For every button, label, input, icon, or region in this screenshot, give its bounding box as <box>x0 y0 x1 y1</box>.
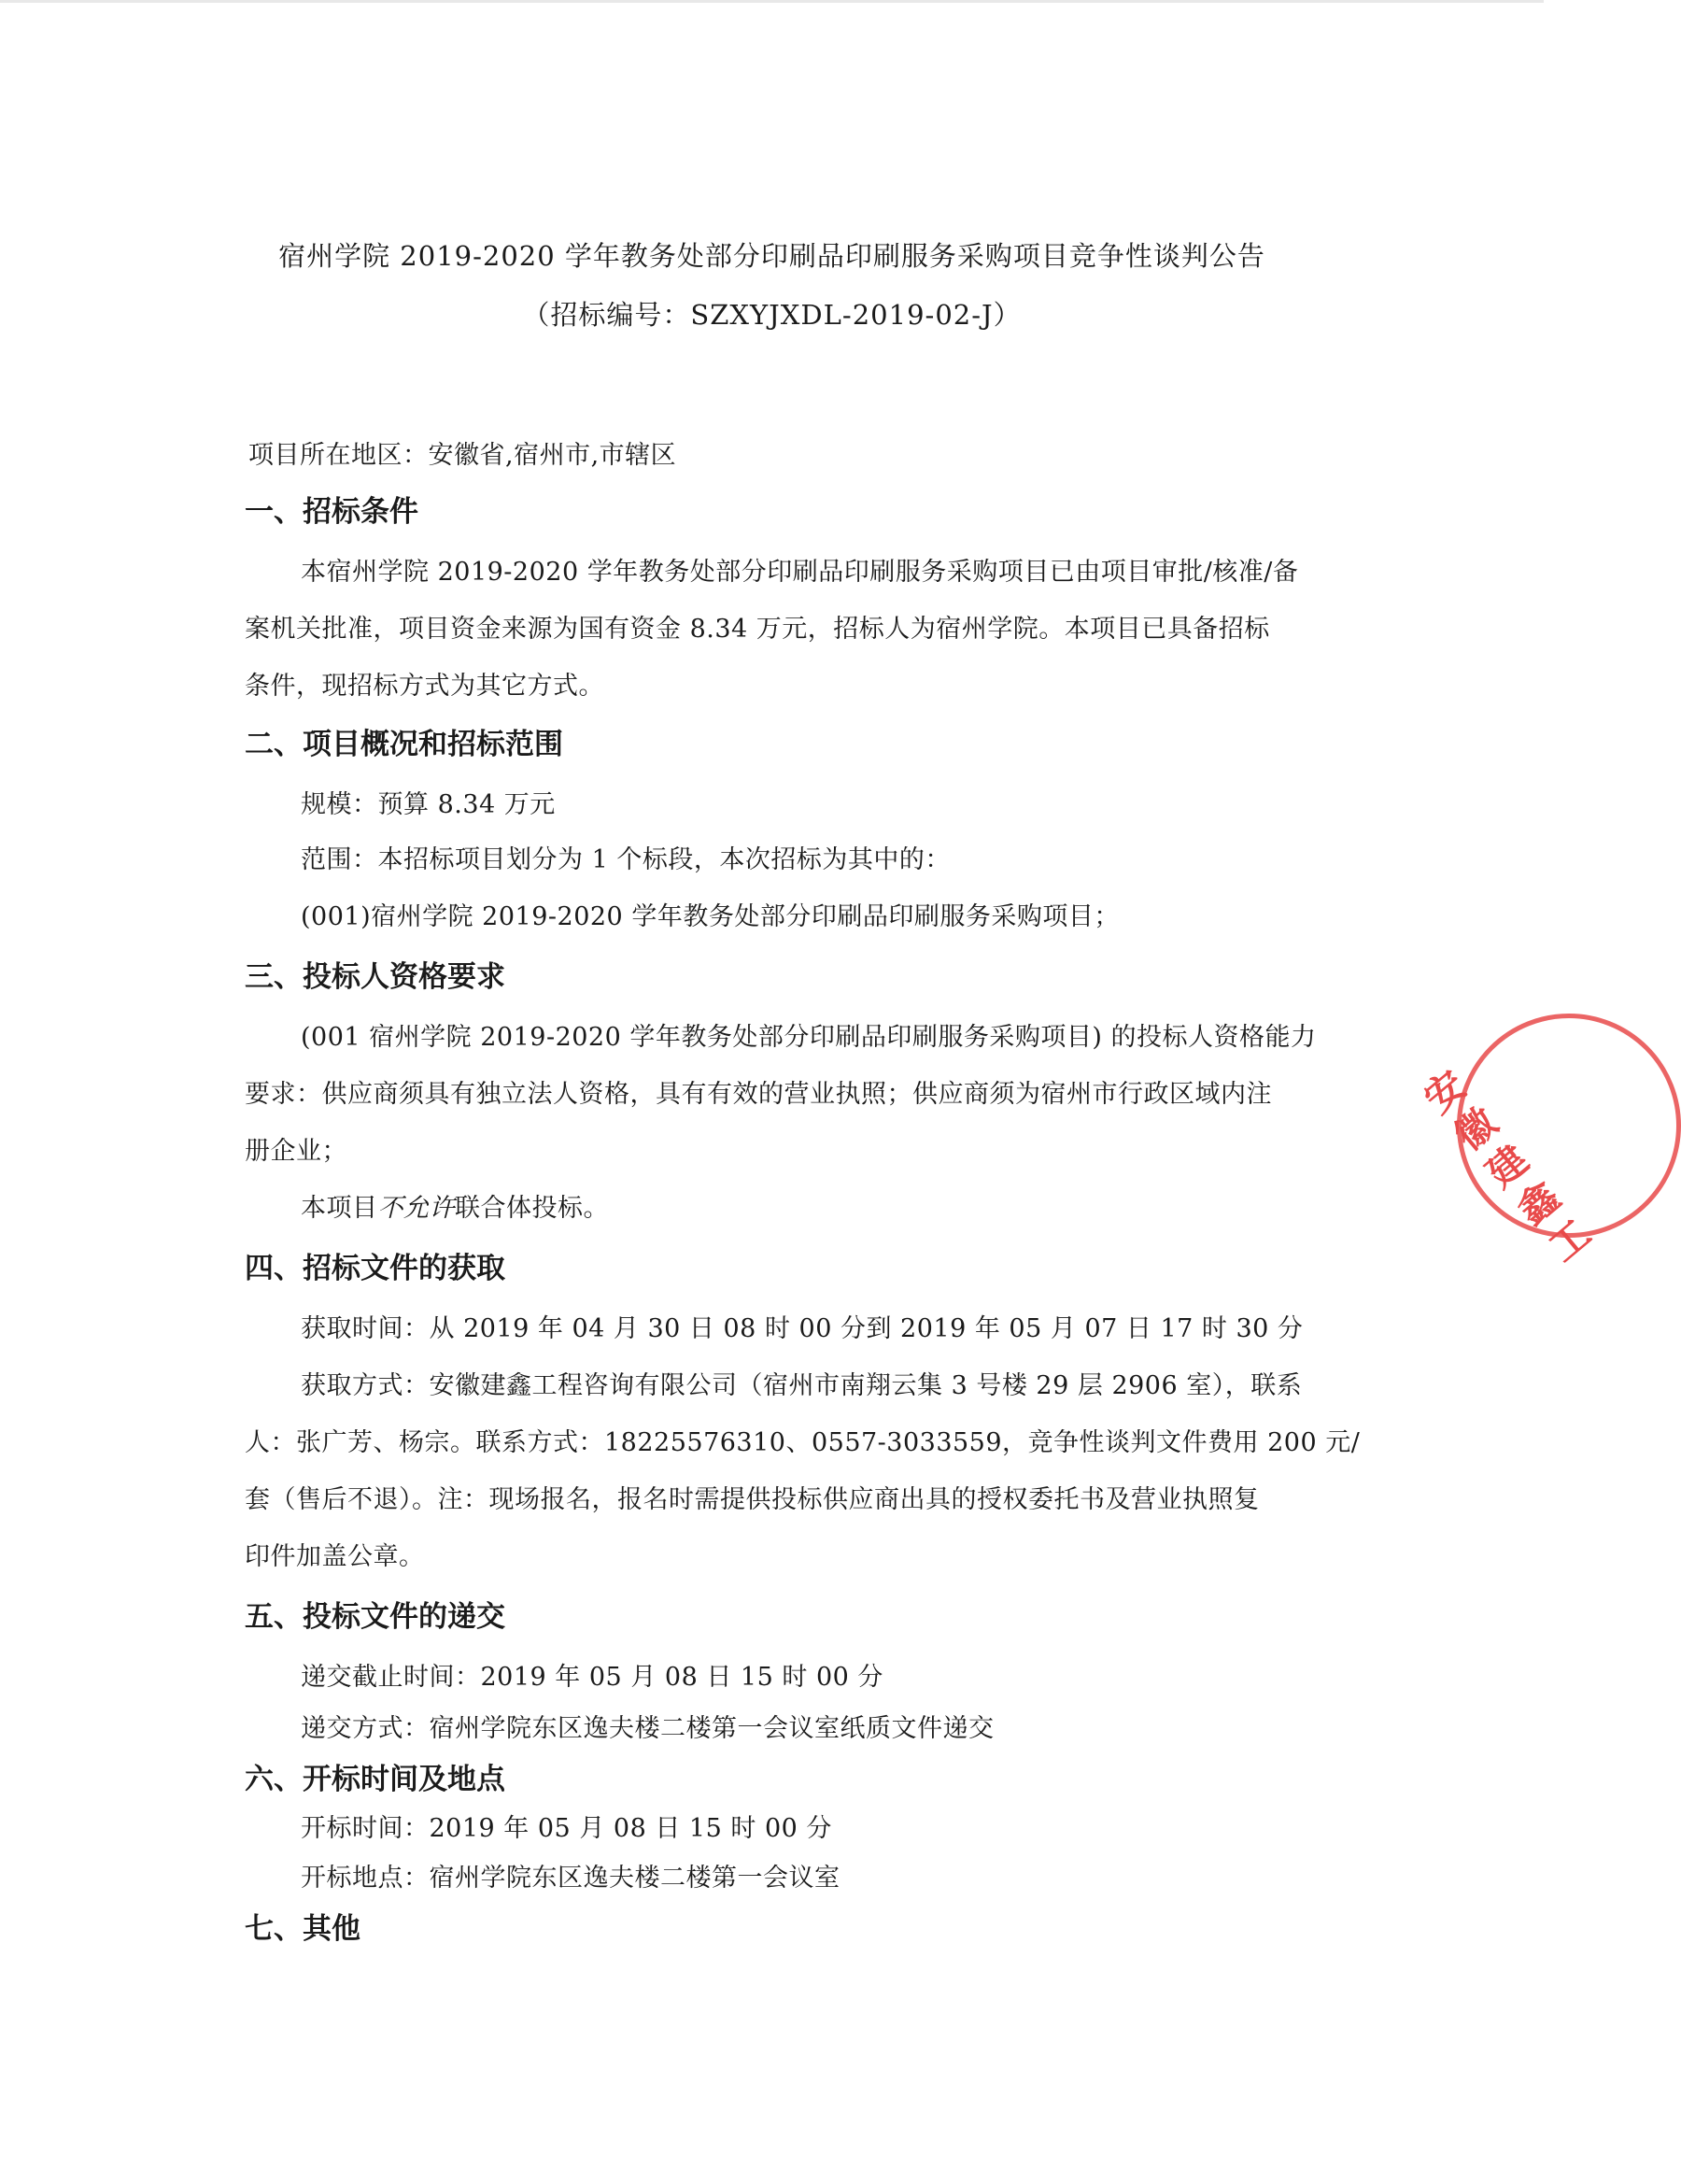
section-5-text: 递交截止时间：2019 年 05 月 08 日 15 时 00 分 <box>301 1663 883 1692</box>
section-5-text: 递交方式：宿州学院东区逸夫楼二楼第一会议室纸质文件递交 <box>301 1714 995 1743</box>
section-4-text: 印件加盖公章。 <box>245 1542 425 1571</box>
bid-number: （招标编号：SZXYJXDL-2019-02-J） <box>522 299 1022 331</box>
section-heading-7: 七、其他 <box>245 1912 360 1946</box>
section-1-text: 本宿州学院 2019-2020 学年教务处部分印刷品印刷服务采购项目已由项目审批/核准/备 <box>301 558 1299 587</box>
section-3-text: 要求：供应商须具有独立法人资格，具有有效的营业执照；供应商须为宿州市行政区域内注 <box>245 1080 1272 1109</box>
document-title: 宿州学院 2019-2020 学年教务处部分印刷品印刷服务采购项目竞争性谈判公告 <box>278 240 1265 272</box>
section-4-text: 套（售后不退）。注：现场报名，报名时需提供投标供应商出具的授权委托书及营业执照复 <box>245 1485 1260 1514</box>
section-heading-1: 一、招标条件 <box>245 495 418 529</box>
section-3-consortium <box>301 1187 609 1224</box>
section-6-text: 开标时间：2019 年 05 月 08 日 15 时 00 分 <box>301 1814 832 1843</box>
project-location: 项目所在地区：安徽省,宿州市,市辖区 <box>248 441 677 470</box>
section-heading-6: 六、开标时间及地点 <box>245 1763 505 1796</box>
section-4-text: 人：张广芳、杨宗。联系方式：18225576310、0557-3033559，竞争性谈判文件费用 200 元/ <box>245 1428 1361 1457</box>
section-3-text: (001 宿州学院 2019-2020 学年教务处部分印刷品印刷服务采购项目) 的投标人资格能力 <box>301 1023 1317 1052</box>
section-6-text: 开标地点：宿州学院东区逸夫楼二楼第一会议室 <box>301 1864 840 1893</box>
section-heading-3: 三、投标人资格要求 <box>245 960 505 994</box>
section-4-text: 获取方式：安徽建鑫工程咨询有限公司（宿州市南翔云集 3 号楼 29 层 2906 室），联系 <box>301 1371 1303 1400</box>
section-heading-5: 五、投标文件的递交 <box>245 1600 505 1634</box>
section-heading-2: 二、项目概况和招标范围 <box>245 728 563 761</box>
section-2-text: 规模：预算 8.34 万元 <box>301 790 556 819</box>
section-1-text: 案机关批准，项目资金来源为国有资金 8.34 万元，招标人为宿州学院。本项目已具备招标 <box>245 615 1270 644</box>
consortium-suffix: 联合体投标。 <box>455 1194 609 1223</box>
seal-text: 安徽建鑫工 <box>1415 1061 1600 1271</box>
section-1-text: 条件，现招标方式为其它方式。 <box>245 672 604 701</box>
consortium-prefix: 本项目 <box>301 1194 378 1223</box>
consortium-status: 不允许 <box>377 1194 455 1223</box>
scan-edge <box>0 0 1544 3</box>
section-2-text: 范围：本招标项目划分为 1 个标段，本次招标为其中的： <box>301 845 951 874</box>
section-heading-4: 四、招标文件的获取 <box>245 1252 505 1285</box>
section-4-text: 获取时间：从 2019 年 04 月 30 日 08 时 00 分到 2019 年 05 月 07 日 17 时 30 分 <box>301 1314 1304 1343</box>
section-2-text: (001)宿州学院 2019-2020 学年教务处部分印刷品印刷服务采购项目； <box>301 902 1120 931</box>
section-3-text: 册企业； <box>245 1137 347 1166</box>
